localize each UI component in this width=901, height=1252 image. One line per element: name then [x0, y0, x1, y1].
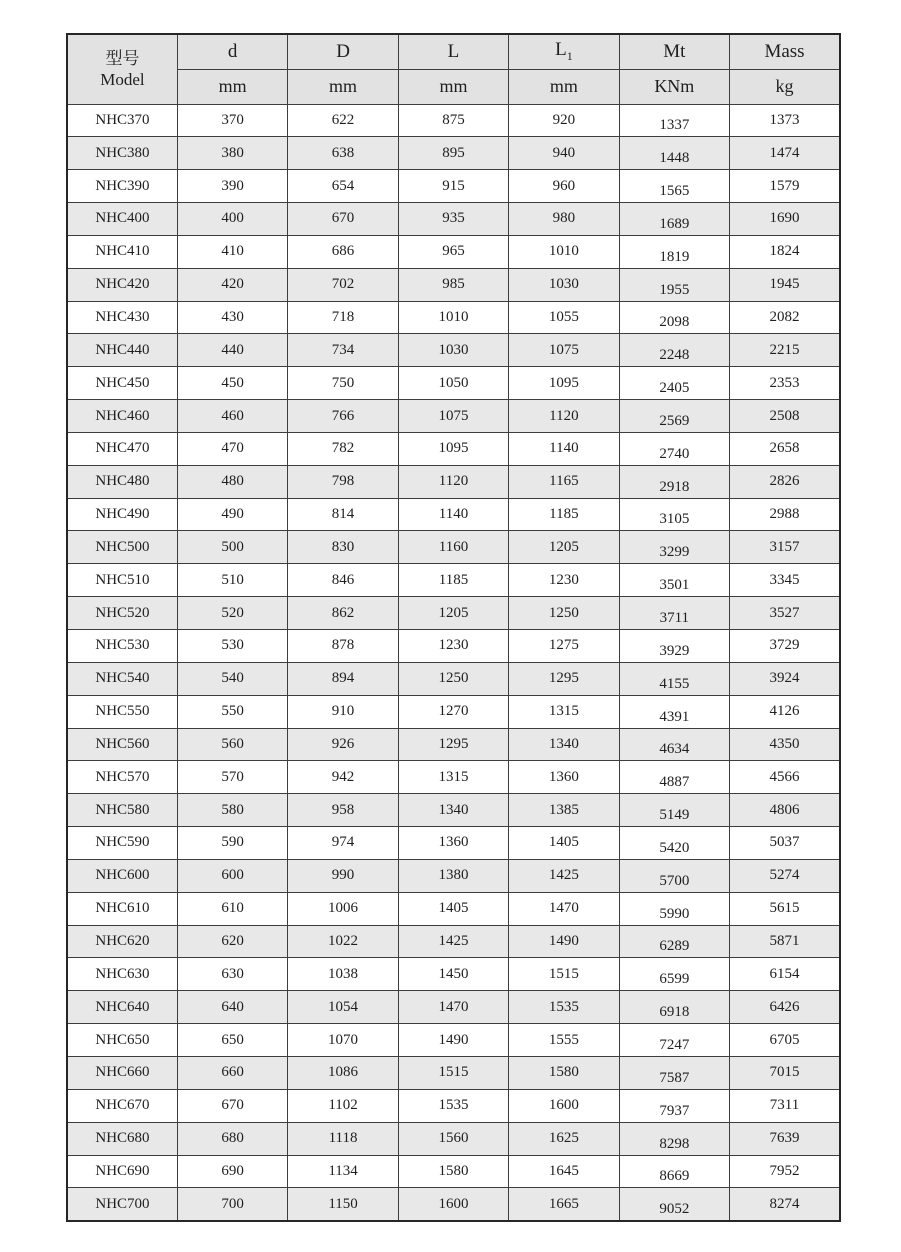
cell-mass: 6426	[730, 991, 840, 1024]
cell-mass: 4350	[730, 728, 840, 761]
cell-big-d: 894	[288, 662, 398, 695]
cell-mass: 2508	[730, 400, 840, 433]
cell-big-d: 1086	[288, 1056, 398, 1089]
cell-model: NHC460	[67, 400, 177, 433]
cell-big-d: 814	[288, 498, 398, 531]
cell-d: 430	[177, 301, 287, 334]
cell-d: 460	[177, 400, 287, 433]
header-d: d	[177, 34, 287, 69]
cell-model: NHC500	[67, 531, 177, 564]
cell-d: 390	[177, 170, 287, 203]
cell-mass: 6154	[730, 958, 840, 991]
cell-model: NHC630	[67, 958, 177, 991]
cell-d: 650	[177, 1024, 287, 1057]
header-model	[67, 34, 177, 104]
cell-d: 470	[177, 432, 287, 465]
cell-l: 1405	[398, 892, 508, 925]
cell-d: 680	[177, 1122, 287, 1155]
cell-d: 440	[177, 334, 287, 367]
cell-mt: 2405	[619, 367, 729, 400]
cell-model: NHC650	[67, 1024, 177, 1057]
cell-l1: 980	[509, 203, 619, 236]
header-label-row	[67, 34, 840, 69]
table-row	[67, 104, 840, 137]
cell-l: 1030	[398, 334, 508, 367]
table-row	[67, 1188, 840, 1221]
spec-table	[66, 33, 841, 1222]
cell-mass: 8274	[730, 1188, 840, 1221]
cell-l1: 1075	[509, 334, 619, 367]
cell-l1: 1645	[509, 1155, 619, 1188]
header-unit-d: mm	[177, 69, 287, 104]
cell-mt: 8298	[619, 1122, 729, 1155]
cell-l: 1230	[398, 630, 508, 663]
table-body	[67, 104, 840, 1221]
cell-mass: 5037	[730, 827, 840, 860]
cell-d: 700	[177, 1188, 287, 1221]
cell-d: 480	[177, 465, 287, 498]
cell-mt: 2569	[619, 400, 729, 433]
cell-l1: 1470	[509, 892, 619, 925]
table-row	[67, 301, 840, 334]
cell-l1: 1055	[509, 301, 619, 334]
cell-l: 1490	[398, 1024, 508, 1057]
cell-big-d: 1022	[288, 925, 398, 958]
cell-model: NHC370	[67, 104, 177, 137]
cell-l1: 1185	[509, 498, 619, 531]
table-row	[67, 761, 840, 794]
cell-l: 1580	[398, 1155, 508, 1188]
cell-d: 540	[177, 662, 287, 695]
cell-mt: 5990	[619, 892, 729, 925]
cell-l1: 1555	[509, 1024, 619, 1057]
cell-big-d: 702	[288, 268, 398, 301]
table-row	[67, 367, 840, 400]
table-row	[67, 695, 840, 728]
cell-l1: 960	[509, 170, 619, 203]
cell-d: 590	[177, 827, 287, 860]
cell-d: 550	[177, 695, 287, 728]
cell-big-d: 1070	[288, 1024, 398, 1057]
cell-l: 1185	[398, 564, 508, 597]
cell-d: 690	[177, 1155, 287, 1188]
table-row	[67, 268, 840, 301]
cell-mt: 5700	[619, 859, 729, 892]
cell-mass: 3345	[730, 564, 840, 597]
cell-l1: 1515	[509, 958, 619, 991]
cell-big-d: 718	[288, 301, 398, 334]
cell-mt: 3299	[619, 531, 729, 564]
cell-mt: 2918	[619, 465, 729, 498]
cell-model: NHC690	[67, 1155, 177, 1188]
header-big-d: D	[288, 34, 398, 69]
cell-model: NHC640	[67, 991, 177, 1024]
cell-big-d: 798	[288, 465, 398, 498]
cell-big-d: 750	[288, 367, 398, 400]
cell-model: NHC620	[67, 925, 177, 958]
cell-mass: 2826	[730, 465, 840, 498]
cell-l: 1380	[398, 859, 508, 892]
cell-l1: 1140	[509, 432, 619, 465]
cell-mt: 7937	[619, 1089, 729, 1122]
cell-big-d: 958	[288, 794, 398, 827]
cell-d: 660	[177, 1056, 287, 1089]
cell-l: 1340	[398, 794, 508, 827]
cell-mass: 3527	[730, 597, 840, 630]
cell-mass: 6705	[730, 1024, 840, 1057]
table-row	[67, 564, 840, 597]
table-row	[67, 137, 840, 170]
cell-mass: 3729	[730, 630, 840, 663]
cell-big-d: 1102	[288, 1089, 398, 1122]
table-row	[67, 531, 840, 564]
cell-l: 1560	[398, 1122, 508, 1155]
cell-model: NHC590	[67, 827, 177, 860]
header-unit-mt: KNm	[619, 69, 729, 104]
cell-l: 875	[398, 104, 508, 137]
header-model-en: Model	[100, 70, 145, 90]
cell-d: 610	[177, 892, 287, 925]
cell-l1: 1295	[509, 662, 619, 695]
cell-d: 670	[177, 1089, 287, 1122]
table-row	[67, 597, 840, 630]
header-l: L	[398, 34, 508, 69]
cell-big-d: 782	[288, 432, 398, 465]
table-row	[67, 859, 840, 892]
cell-model: NHC660	[67, 1056, 177, 1089]
cell-mt: 9052	[619, 1188, 729, 1221]
cell-d: 400	[177, 203, 287, 236]
cell-big-d: 1134	[288, 1155, 398, 1188]
cell-l: 1270	[398, 695, 508, 728]
cell-l1: 1625	[509, 1122, 619, 1155]
cell-mass: 2215	[730, 334, 840, 367]
cell-mt: 6289	[619, 925, 729, 958]
cell-l1: 1010	[509, 235, 619, 268]
cell-model: NHC450	[67, 367, 177, 400]
table-row	[67, 1155, 840, 1188]
table-row	[67, 958, 840, 991]
cell-model: NHC380	[67, 137, 177, 170]
cell-mt: 3105	[619, 498, 729, 531]
cell-model: NHC400	[67, 203, 177, 236]
cell-l1: 1580	[509, 1056, 619, 1089]
cell-mt: 1955	[619, 268, 729, 301]
cell-mt: 7587	[619, 1056, 729, 1089]
cell-l1: 1425	[509, 859, 619, 892]
cell-d: 510	[177, 564, 287, 597]
cell-d: 520	[177, 597, 287, 630]
cell-big-d: 734	[288, 334, 398, 367]
cell-d: 620	[177, 925, 287, 958]
cell-l1: 1360	[509, 761, 619, 794]
cell-l1: 940	[509, 137, 619, 170]
cell-mt: 4391	[619, 695, 729, 728]
cell-big-d: 942	[288, 761, 398, 794]
cell-big-d: 766	[288, 400, 398, 433]
cell-mt: 4155	[619, 662, 729, 695]
cell-mt: 3711	[619, 597, 729, 630]
cell-l1: 1535	[509, 991, 619, 1024]
table-row	[67, 465, 840, 498]
cell-d: 450	[177, 367, 287, 400]
cell-big-d: 654	[288, 170, 398, 203]
cell-mt: 4634	[619, 728, 729, 761]
table-row	[67, 498, 840, 531]
cell-big-d: 1118	[288, 1122, 398, 1155]
table-row	[67, 1122, 840, 1155]
table-row	[67, 170, 840, 203]
cell-mt: 1565	[619, 170, 729, 203]
header-mass: Mass	[730, 34, 840, 69]
cell-big-d: 1006	[288, 892, 398, 925]
cell-model: NHC520	[67, 597, 177, 630]
table-header	[67, 34, 840, 104]
cell-mass: 7952	[730, 1155, 840, 1188]
cell-big-d: 974	[288, 827, 398, 860]
cell-l1: 1315	[509, 695, 619, 728]
cell-mt: 1448	[619, 137, 729, 170]
cell-l: 1160	[398, 531, 508, 564]
header-model-cn: 型号	[105, 49, 140, 68]
cell-d: 380	[177, 137, 287, 170]
table-row	[67, 334, 840, 367]
header-unit-mass: kg	[730, 69, 840, 104]
table-row	[67, 235, 840, 268]
cell-mass: 2353	[730, 367, 840, 400]
cell-d: 580	[177, 794, 287, 827]
cell-model: NHC440	[67, 334, 177, 367]
cell-mt: 1337	[619, 104, 729, 137]
cell-d: 490	[177, 498, 287, 531]
cell-model: NHC560	[67, 728, 177, 761]
cell-mass: 1373	[730, 104, 840, 137]
cell-d: 370	[177, 104, 287, 137]
cell-l: 1425	[398, 925, 508, 958]
cell-l: 915	[398, 170, 508, 203]
cell-model: NHC430	[67, 301, 177, 334]
cell-model: NHC410	[67, 235, 177, 268]
cell-l1: 1665	[509, 1188, 619, 1221]
cell-l: 1050	[398, 367, 508, 400]
cell-l: 1360	[398, 827, 508, 860]
cell-l: 1095	[398, 432, 508, 465]
cell-l: 985	[398, 268, 508, 301]
cell-l1: 1165	[509, 465, 619, 498]
table-row	[67, 1056, 840, 1089]
cell-l: 965	[398, 235, 508, 268]
cell-mt: 3929	[619, 630, 729, 663]
cell-d: 410	[177, 235, 287, 268]
cell-mass: 1474	[730, 137, 840, 170]
cell-model: NHC580	[67, 794, 177, 827]
cell-l: 895	[398, 137, 508, 170]
cell-model: NHC490	[67, 498, 177, 531]
cell-mass: 2658	[730, 432, 840, 465]
cell-l1: 1385	[509, 794, 619, 827]
cell-model: NHC470	[67, 432, 177, 465]
cell-mt: 5420	[619, 827, 729, 860]
cell-d: 500	[177, 531, 287, 564]
cell-mass: 1824	[730, 235, 840, 268]
cell-l: 1010	[398, 301, 508, 334]
cell-model: NHC390	[67, 170, 177, 203]
cell-model: NHC550	[67, 695, 177, 728]
cell-big-d: 830	[288, 531, 398, 564]
cell-big-d: 862	[288, 597, 398, 630]
cell-big-d: 670	[288, 203, 398, 236]
cell-mass: 1945	[730, 268, 840, 301]
header-unit-big-d: mm	[288, 69, 398, 104]
cell-l: 1315	[398, 761, 508, 794]
cell-model: NHC680	[67, 1122, 177, 1155]
cell-l: 1075	[398, 400, 508, 433]
cell-l: 1515	[398, 1056, 508, 1089]
cell-mt: 8669	[619, 1155, 729, 1188]
cell-mt: 2740	[619, 432, 729, 465]
cell-l1: 1405	[509, 827, 619, 860]
cell-mt: 2248	[619, 334, 729, 367]
cell-l: 1535	[398, 1089, 508, 1122]
cell-mass: 2988	[730, 498, 840, 531]
cell-model: NHC670	[67, 1089, 177, 1122]
cell-l1: 1030	[509, 268, 619, 301]
cell-mt: 4887	[619, 761, 729, 794]
cell-big-d: 926	[288, 728, 398, 761]
cell-model: NHC610	[67, 892, 177, 925]
cell-model: NHC540	[67, 662, 177, 695]
cell-mass: 5274	[730, 859, 840, 892]
cell-l1: 1490	[509, 925, 619, 958]
cell-l: 1295	[398, 728, 508, 761]
cell-l1: 1205	[509, 531, 619, 564]
cell-mass: 1690	[730, 203, 840, 236]
table-row	[67, 827, 840, 860]
cell-l: 1470	[398, 991, 508, 1024]
cell-model: NHC600	[67, 859, 177, 892]
cell-big-d: 910	[288, 695, 398, 728]
cell-l1: 1095	[509, 367, 619, 400]
cell-mass: 7311	[730, 1089, 840, 1122]
cell-model: NHC420	[67, 268, 177, 301]
table-row	[67, 925, 840, 958]
cell-l: 1250	[398, 662, 508, 695]
cell-d: 420	[177, 268, 287, 301]
cell-big-d: 638	[288, 137, 398, 170]
cell-model: NHC570	[67, 761, 177, 794]
table-row	[67, 662, 840, 695]
cell-l: 1140	[398, 498, 508, 531]
cell-mt: 6918	[619, 991, 729, 1024]
cell-l: 1600	[398, 1188, 508, 1221]
cell-d: 570	[177, 761, 287, 794]
cell-model: NHC700	[67, 1188, 177, 1221]
header-unit-l: mm	[398, 69, 508, 104]
cell-model: NHC480	[67, 465, 177, 498]
cell-l: 935	[398, 203, 508, 236]
cell-mass: 7015	[730, 1056, 840, 1089]
cell-l: 1120	[398, 465, 508, 498]
cell-l: 1205	[398, 597, 508, 630]
cell-l: 1450	[398, 958, 508, 991]
cell-mt: 7247	[619, 1024, 729, 1057]
table-row	[67, 728, 840, 761]
cell-mt: 1819	[619, 235, 729, 268]
cell-big-d: 1054	[288, 991, 398, 1024]
cell-mass: 2082	[730, 301, 840, 334]
cell-d: 560	[177, 728, 287, 761]
cell-mass: 5615	[730, 892, 840, 925]
cell-big-d: 622	[288, 104, 398, 137]
header-mt: Mt	[619, 34, 729, 69]
cell-mass: 4126	[730, 695, 840, 728]
table-row	[67, 892, 840, 925]
cell-mass: 7639	[730, 1122, 840, 1155]
table-row	[67, 1089, 840, 1122]
cell-mt: 3501	[619, 564, 729, 597]
cell-d: 640	[177, 991, 287, 1024]
cell-mass: 3157	[730, 531, 840, 564]
table-row	[67, 1024, 840, 1057]
table-row	[67, 630, 840, 663]
cell-big-d: 686	[288, 235, 398, 268]
cell-mass: 4806	[730, 794, 840, 827]
cell-l1: 920	[509, 104, 619, 137]
cell-big-d: 846	[288, 564, 398, 597]
cell-big-d: 878	[288, 630, 398, 663]
cell-mt: 6599	[619, 958, 729, 991]
cell-mt: 2098	[619, 301, 729, 334]
cell-d: 630	[177, 958, 287, 991]
cell-l1: 1230	[509, 564, 619, 597]
cell-big-d: 1038	[288, 958, 398, 991]
cell-mass: 5871	[730, 925, 840, 958]
table-row	[67, 203, 840, 236]
cell-l1: 1120	[509, 400, 619, 433]
cell-l1: 1340	[509, 728, 619, 761]
cell-d: 600	[177, 859, 287, 892]
cell-mass: 3924	[730, 662, 840, 695]
cell-d: 530	[177, 630, 287, 663]
cell-l1: 1250	[509, 597, 619, 630]
table-row	[67, 400, 840, 433]
cell-model: NHC530	[67, 630, 177, 663]
cell-mass: 1579	[730, 170, 840, 203]
table-row	[67, 991, 840, 1024]
cell-mass: 4566	[730, 761, 840, 794]
cell-l1: 1600	[509, 1089, 619, 1122]
cell-big-d: 1150	[288, 1188, 398, 1221]
table-row	[67, 794, 840, 827]
cell-model: NHC510	[67, 564, 177, 597]
header-unit-l1: mm	[509, 69, 619, 104]
cell-mt: 5149	[619, 794, 729, 827]
table-row	[67, 432, 840, 465]
header-unit-row	[67, 69, 840, 104]
cell-big-d: 990	[288, 859, 398, 892]
cell-l1: 1275	[509, 630, 619, 663]
cell-mt: 1689	[619, 203, 729, 236]
header-l1: $L_1$	[509, 34, 619, 69]
